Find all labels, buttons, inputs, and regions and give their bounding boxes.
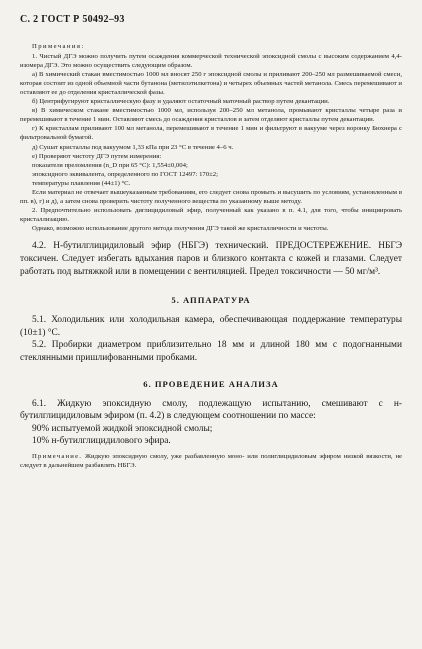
section-5-heading: 5. АППАРАТУРА: [171, 295, 251, 306]
para-4-2-text: НБГЭ токсичен. Следует избегать вдыхания паров и близкого контакта с кожей и глазами. Следует работать под вытяжкой или в помещении с вентиляцией. Предел токсичности — 50 мг/м³.: [20, 241, 403, 277]
page-header: С. 2 ГОСТ Р 50492–93: [20, 14, 125, 25]
note-2: 2. Предпочтительно использовать диглицидиловый эфир, полученный как указано в п. 4.1, для того, чтобы инициировать кристаллизацию.: [20, 207, 402, 224]
section-5: [20, 314, 402, 364]
section-6: [20, 398, 402, 448]
para-4-2: [20, 240, 402, 278]
notes-title: Примечания:: [32, 43, 85, 50]
note-1: 1. Чистый ДГЭ можно получить путем осаждения коммерческой технической эпоксидной смолы с высоким содержанием 4,4-изомера ДГЭ. Это можно осуществить следующим образом.: [20, 52, 402, 69]
note-step-g: г) К кристаллам приливают 100 мл метанола, перемешивают в течение 1 мин и фильтруют в вакууме через воронку Бюхнера с фильтровальной бумагой.: [20, 125, 402, 142]
ratio-item-ether: 10% н-бутилглицидилового эфира.: [32, 436, 171, 447]
measure-melting-point: температуры плавления (44±1) °С.: [32, 179, 131, 187]
ratio-item-resin: 90% испытуемой жидкой эпоксидной смолы;: [32, 423, 213, 434]
note-6-title: Примечание.: [32, 453, 83, 460]
section-6-heading: 6. ПРОВЕДЕНИЕ АНАЛИЗА: [143, 378, 279, 389]
note-6: [20, 452, 402, 470]
para-5-1: 5.1. Холодильник или холодильная камера, обеспечивающая поддержание температуры (10±1) °С.: [20, 315, 402, 338]
para-4-2-lead: 4.2. Н-бутилглицидиловый эфир (НБГЭ) технический.: [32, 241, 269, 252]
note-step-a: а) В химический стакан вместимостью 1000 мл вносят 250 г эпоксидной смолы и приливают 200–250 мл размешиваемой смеси, которая состоит из одной объемной части бутанона (метилэтилкетона) и четырех объемных частей метанола. Смесь перемешивают и оставляют ее до отделения кристаллической фазы.: [20, 70, 402, 96]
note-retest: Если материал не отвечает вышеуказанным требованиям, его следует снова промыть и высушить по условиям, установленным в пп. в), г) и д), а затем снова проверить чистоту полученного вещества по указанному выше методу.: [20, 189, 402, 206]
caution-label: ПРЕДОСТЕРЕЖЕНИЕ.: [275, 241, 372, 252]
para-5-2: 5.2. Пробирки диаметром приблизительно 18 мм и длиной 180 мм с подогнанными стеклянными пришлифованными пробками.: [20, 340, 402, 364]
note-step-d: д) Сушат кристаллы под вакуумом 1,33 кПа при 23 °С в течение 4–6 ч.: [32, 143, 234, 151]
note-step-b: б) Центрифугируют кристаллическую фазу и удаляют остаточный маточный раствор путем декантации.: [32, 98, 330, 106]
note-alternative: Однако, возможно использование другого метода получения ДГЭ такой же кристалличности и чистоты.: [32, 225, 329, 233]
para-6-1: 6.1. Жидкую эпоксидную смолу, подлежащую испытанию, смешивают с н-бутилглицидиловым эфиром (п. 4.2) в следующем соотношении по массе:: [20, 398, 402, 422]
notes-block: [20, 42, 402, 233]
measure-refraction: показателя преломления (n_D при 65 °С): 1,554±0,004;: [32, 161, 188, 169]
note-step-v: в) В химическом стакане вместимостью 1000 мл, используя 200–250 мл метанола, промывают кристаллы четыре раза и перемешивают в течение 1 мин. Оставляют смесь до осаждения кристаллов и затем отделяют кристаллы путем декантации.: [20, 107, 402, 124]
note-step-e: е) Проверяют чистоту ДГЭ путем измерения:: [32, 152, 162, 160]
note-6-text: Жидкую эпоксидную смолу, уже разбавленную моно- или полиглицидиловым эфиром низкой вязкости, не следует в дальнейшем разбавлять НБГЭ.: [20, 453, 403, 470]
section-4-2: [20, 240, 402, 278]
section-6-note: [20, 452, 402, 470]
measure-epoxy-equivalent: эпоксидного эквивалента, определенного по ГОСТ 12497: 170±2;: [32, 170, 218, 178]
